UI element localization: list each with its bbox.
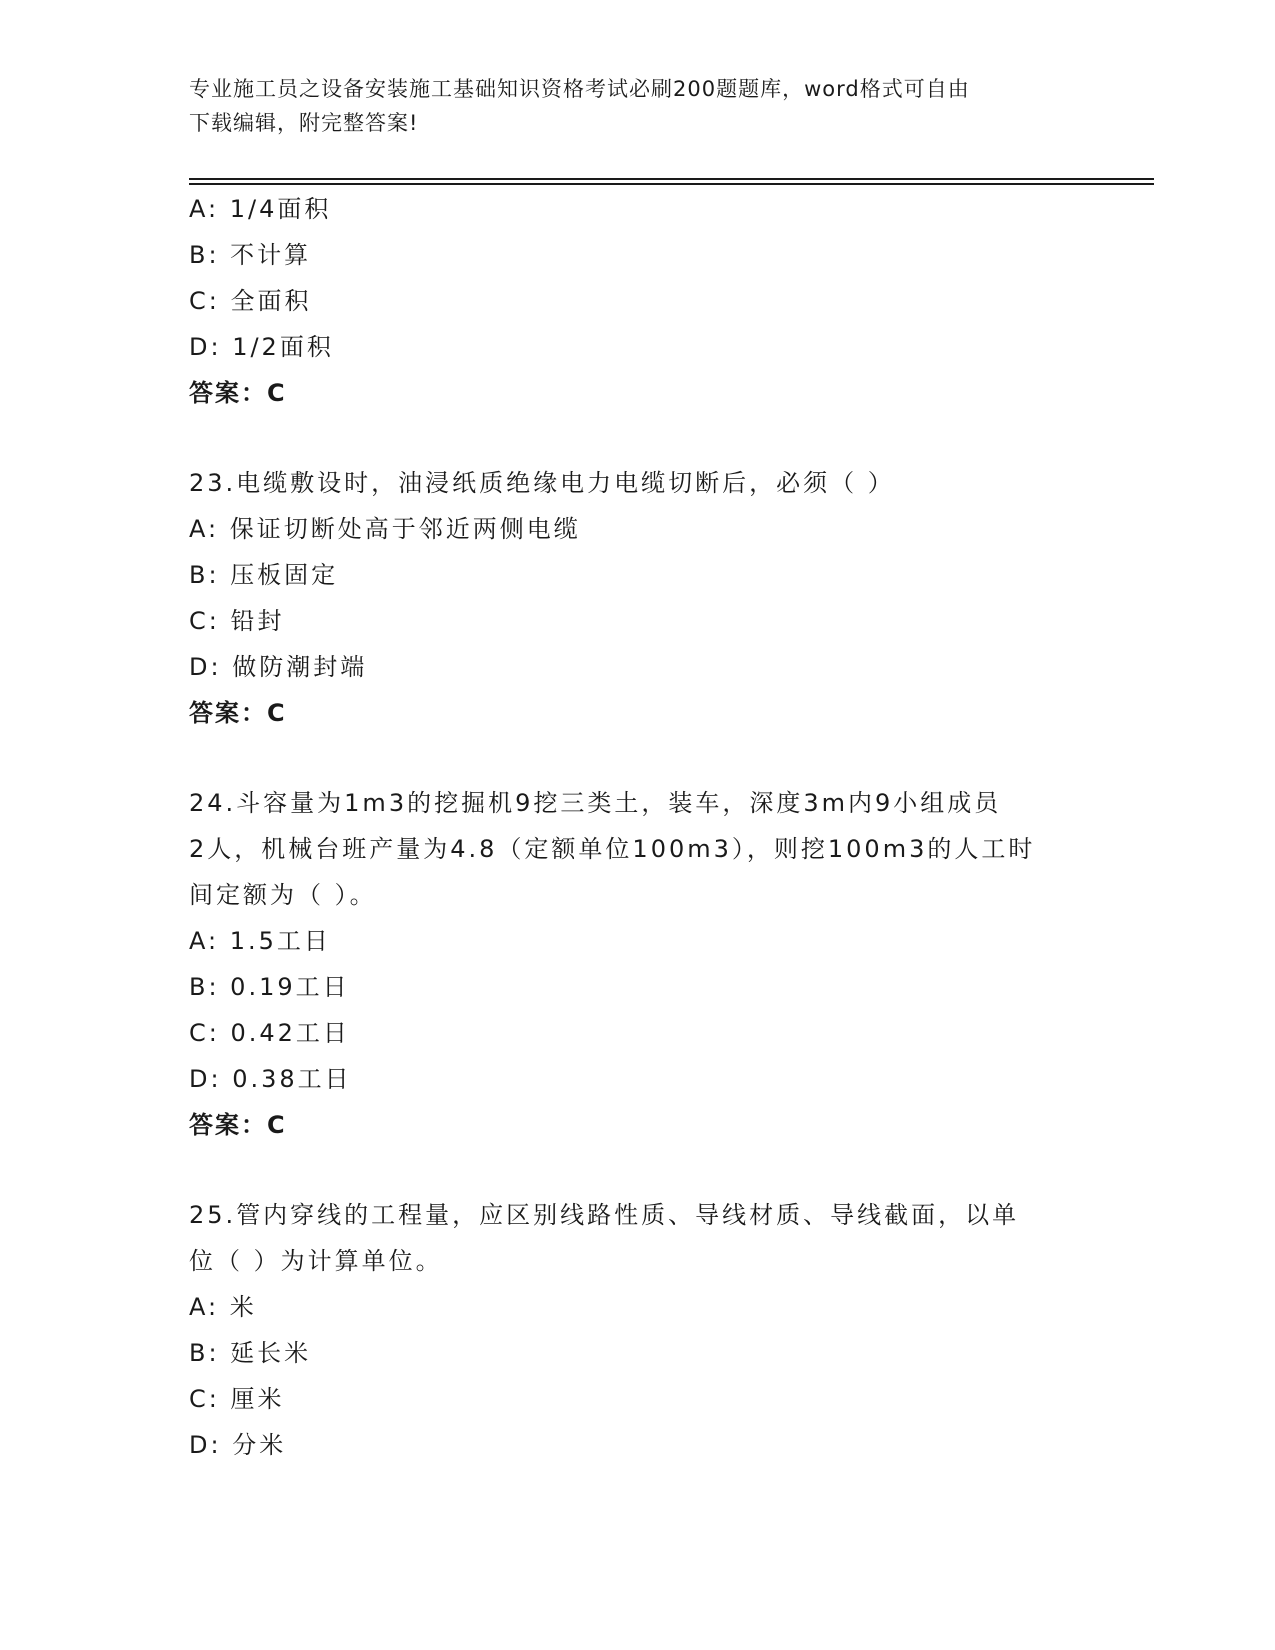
option-a: A: 1/4面积	[189, 195, 332, 223]
option-c: C: 厘米	[189, 1385, 285, 1413]
question-text-line-1: 25.管内穿线的工程量，应区别线路性质、导线材质、导线截面，以单	[189, 1201, 1020, 1229]
option-b: B: 压板固定	[189, 561, 339, 589]
option-d: D: 1/2面积	[189, 333, 334, 361]
header-line-2: 下载编辑，附完整答案!	[189, 111, 419, 135]
option-b: B: 延长米	[189, 1339, 312, 1367]
option-b: B: 不计算	[189, 241, 312, 269]
header-divider-top	[189, 178, 1154, 180]
question-23	[189, 460, 1089, 736]
answer: 答案：C	[189, 379, 287, 407]
question-22	[189, 186, 1089, 416]
option-d: D: 0.38工日	[189, 1065, 352, 1093]
spacer	[189, 416, 1089, 460]
option-c: C: 铅封	[189, 607, 285, 635]
option-a: A: 1.5工日	[189, 927, 331, 955]
answer: 答案：C	[189, 699, 287, 727]
question-text-line-2: 位（ ）为计算单位。	[189, 1247, 443, 1275]
option-d: D: 分米	[189, 1431, 287, 1459]
header-line-1: 专业施工员之设备安装施工基础知识资格考试必刷200题题库，word格式可自由	[189, 77, 970, 101]
question-24	[189, 780, 1089, 1148]
option-c: C: 0.42工日	[189, 1019, 350, 1047]
answer: 答案：C	[189, 1111, 287, 1139]
question-list	[189, 186, 1089, 1468]
spacer	[189, 1148, 1089, 1192]
option-a: A: 米	[189, 1293, 257, 1321]
header-divider-bottom	[189, 183, 1154, 185]
option-d: D: 做防潮封端	[189, 653, 368, 681]
question-text-line-1: 24.斗容量为1m3的挖掘机9挖三类土，装车，深度3m内9小组成员	[189, 789, 1002, 817]
option-a: A: 保证切断处高于邻近两侧电缆	[189, 515, 581, 543]
question-text-line-3: 间定额为（ ）。	[189, 881, 377, 909]
option-c: C: 全面积	[189, 287, 312, 315]
question-text: 23.电缆敷设时，油浸纸质绝缘电力电缆切断后，必须（ ）	[189, 469, 895, 497]
question-text-line-2: 2人，机械台班产量为4.8（定额单位100m3），则挖100m3的人工时	[189, 835, 1036, 863]
option-b: B: 0.19工日	[189, 973, 350, 1001]
spacer	[189, 736, 1089, 780]
document-header	[189, 72, 1089, 140]
question-25	[189, 1192, 1089, 1468]
